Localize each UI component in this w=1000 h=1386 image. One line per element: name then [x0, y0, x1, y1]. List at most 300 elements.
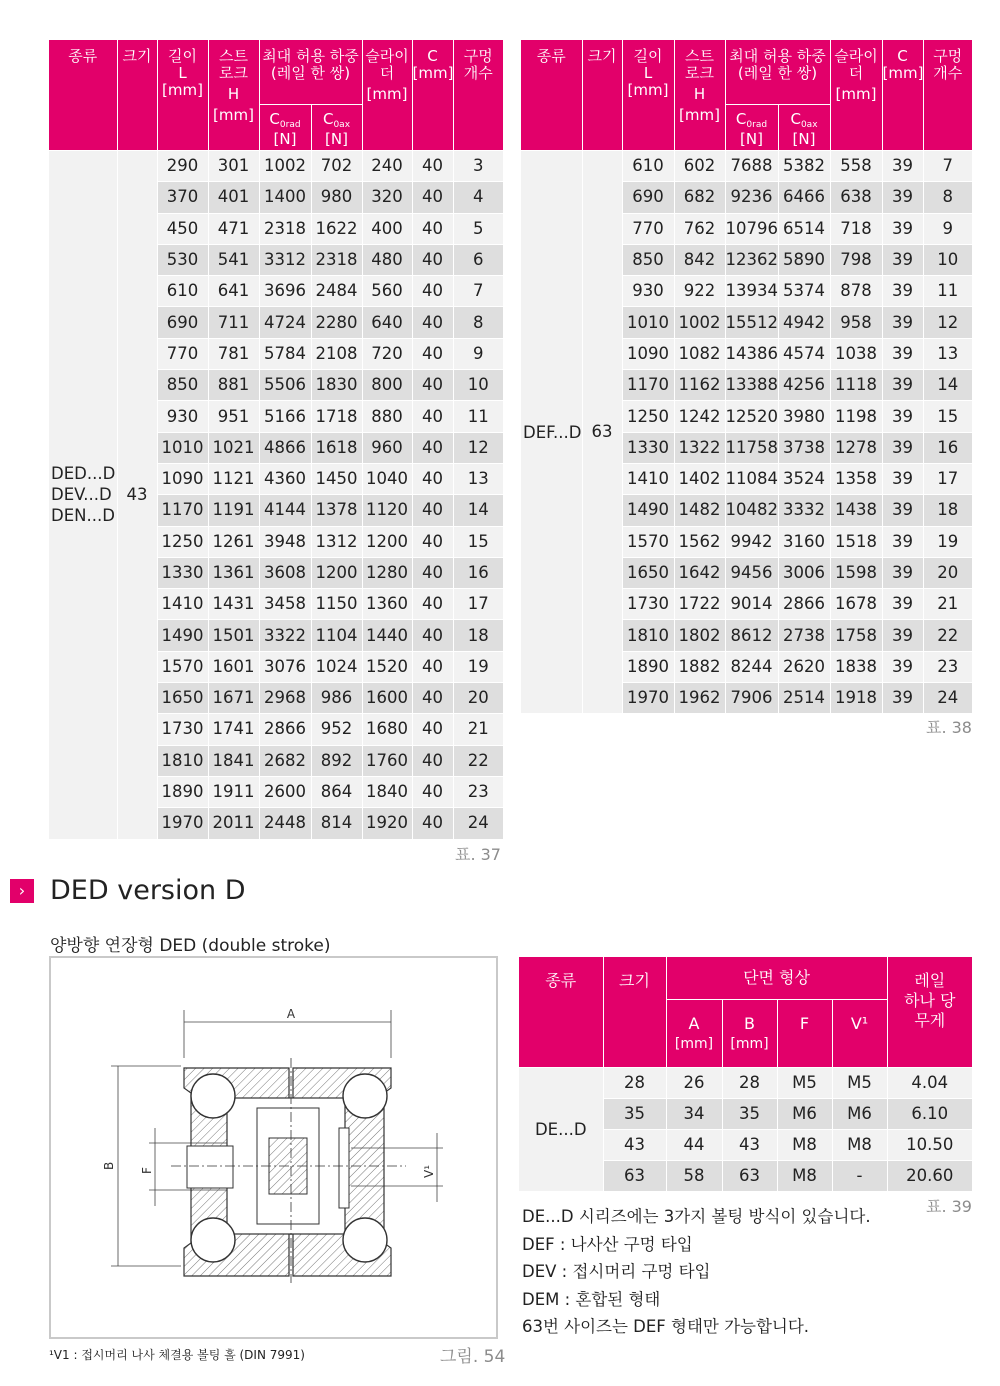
table-cell: 40	[412, 557, 453, 588]
note-line: DEM : 혼합된 형태	[522, 1289, 661, 1309]
note-line: DE...D 시리즈에는 3가지 볼팅 방식이 있습니다.	[522, 1207, 871, 1226]
table-cell: 5374	[778, 276, 830, 307]
table-cell: 40	[412, 745, 453, 776]
header-c: C [mm]	[882, 40, 923, 151]
cross-section-figure	[49, 956, 498, 1339]
table-cell: 2514	[778, 683, 830, 714]
table-cell: 1482	[674, 495, 725, 526]
table-cell: 40	[412, 401, 453, 432]
size-cell: 43	[117, 151, 157, 840]
table-cell: 11	[453, 401, 503, 432]
size-cell: 63	[582, 151, 622, 714]
table-cell: 1730	[622, 589, 674, 620]
table-cell: 39	[882, 651, 923, 682]
table-cell: 2682	[259, 745, 311, 776]
table-cell: 1741	[208, 714, 259, 745]
table-cell: 1330	[622, 432, 674, 463]
table-cell: 5382	[778, 151, 830, 182]
header-length: 길이 L [mm]	[157, 40, 208, 151]
table-cell: 23	[923, 651, 972, 682]
table-cell: 10	[923, 244, 972, 275]
figure-footnote: ¹V1 : 접시머리 나사 체결용 볼팅 홀 (DIN 7991)	[49, 1348, 305, 1362]
table-cell: 39	[882, 589, 923, 620]
table-cell: 11758	[725, 432, 778, 463]
table-cell: 1598	[830, 557, 882, 588]
table-cell: 40	[412, 776, 453, 807]
table-cell: 40	[412, 589, 453, 620]
table-cell: 40	[412, 244, 453, 275]
table-cell: 3948	[259, 526, 311, 557]
table-cell: 1830	[311, 370, 362, 401]
table-cell: 800	[362, 370, 412, 401]
table-cell: 4866	[259, 432, 311, 463]
table-cell: 40	[412, 182, 453, 213]
table-cell: 1250	[157, 526, 208, 557]
table-cell: 14	[453, 495, 503, 526]
table-cell: 40	[412, 683, 453, 714]
table-38-caption: 표. 38	[926, 718, 972, 737]
table-cell: 558	[830, 151, 882, 182]
table-cell: M8	[777, 1129, 832, 1160]
table-cell: 12	[923, 307, 972, 338]
table-cell: 5	[453, 213, 503, 244]
table-cell: 5890	[778, 244, 830, 275]
table-37-caption: 표. 37	[455, 845, 501, 864]
table-cell: 1278	[830, 432, 882, 463]
table-cell: 39	[882, 370, 923, 401]
table-cell: 1650	[622, 557, 674, 588]
table-cell: 2108	[311, 338, 362, 369]
table-cell: 762	[674, 213, 725, 244]
table-cell: 14386	[725, 338, 778, 369]
table-cell: 5166	[259, 401, 311, 432]
table-cell: 1970	[622, 683, 674, 714]
table-cell: 1890	[622, 651, 674, 682]
dim-label-a: A	[286, 1007, 296, 1021]
table-cell: 39	[882, 244, 923, 275]
table-cell: 1024	[311, 651, 362, 682]
table-cell: 1911	[208, 776, 259, 807]
table-cell: 1038	[830, 338, 882, 369]
table-cell: 1200	[311, 557, 362, 588]
table-cell: 320	[362, 182, 412, 213]
table-cell: 10	[453, 370, 503, 401]
table-cell: 39	[882, 151, 923, 182]
table-cell: 1250	[622, 401, 674, 432]
table-cell: 1440	[362, 620, 412, 651]
table-cell: 40	[412, 276, 453, 307]
table-cell: 400	[362, 213, 412, 244]
table-cell: 610	[157, 276, 208, 307]
table-cell: 21	[453, 714, 503, 745]
table-cell: 39	[882, 463, 923, 494]
table-cell: 602	[674, 151, 725, 182]
table-cell: 9236	[725, 182, 778, 213]
table-cell: 15512	[725, 307, 778, 338]
table-cell: 28	[603, 1067, 666, 1098]
table-cell: 1162	[674, 370, 725, 401]
table-cell: 3458	[259, 589, 311, 620]
table-row	[519, 1067, 972, 1098]
table-cell: 1490	[157, 620, 208, 651]
table-cell: 39	[882, 526, 923, 557]
table-cell: 1170	[622, 370, 674, 401]
header-f: F	[777, 999, 832, 1067]
table-cell: 18	[923, 495, 972, 526]
table-cell: -	[832, 1160, 887, 1191]
table-cell: 1438	[830, 495, 882, 526]
table-cell: 3312	[259, 244, 311, 275]
table-cell: 40	[412, 808, 453, 839]
table-cell: 2866	[778, 589, 830, 620]
table-cell: 3608	[259, 557, 311, 588]
table-cell: 1261	[208, 526, 259, 557]
table-cell: 39	[882, 620, 923, 651]
table-cell: 9942	[725, 526, 778, 557]
table-cell: M8	[832, 1129, 887, 1160]
table-cell: 40	[412, 526, 453, 557]
table-cell: 15	[453, 526, 503, 557]
table-cell: 1838	[830, 651, 882, 682]
header-length: 길이 L [mm]	[622, 40, 674, 151]
table-cell: 6.10	[887, 1098, 972, 1129]
table-cell: 10.50	[887, 1129, 972, 1160]
table-cell: 40	[412, 370, 453, 401]
table-cell: 24	[923, 683, 972, 714]
table-cell: 2318	[259, 213, 311, 244]
table-cell: 3160	[778, 526, 830, 557]
table-cell: 4942	[778, 307, 830, 338]
table-cell: 850	[622, 244, 674, 275]
header-c0rad: $C_{0rad}$ [N]	[725, 105, 778, 151]
note-line: DEV : 접시머리 구멍 타입	[522, 1262, 711, 1281]
table-cell: 1970	[157, 808, 208, 839]
table-cell: 881	[208, 370, 259, 401]
table-cell: 530	[157, 244, 208, 275]
table-cell: 58	[666, 1160, 722, 1191]
table-cell: 6514	[778, 213, 830, 244]
header-b: B [mm]	[722, 999, 777, 1067]
header-max-load: 최대 허용 하중 (레일 한 쌍)	[259, 40, 362, 105]
header-c0rad: $C_{0rad}$ [N]	[259, 105, 311, 151]
table-cell: 1841	[208, 745, 259, 776]
table-cell: 960	[362, 432, 412, 463]
table-cell: 958	[830, 307, 882, 338]
table-cell: 641	[208, 276, 259, 307]
table-cell: 480	[362, 244, 412, 275]
table-cell: 4360	[259, 463, 311, 494]
table-37	[49, 40, 503, 840]
table-cell: 1104	[311, 620, 362, 651]
table-cell: 1010	[157, 432, 208, 463]
table-cell: 4256	[778, 370, 830, 401]
table-cell: 9456	[725, 557, 778, 588]
table-cell: 1150	[311, 589, 362, 620]
table-cell: 1671	[208, 683, 259, 714]
table-cell: 1090	[157, 463, 208, 494]
table-cell: 1280	[362, 557, 412, 588]
table-cell: 39	[882, 213, 923, 244]
table-cell: M8	[777, 1160, 832, 1191]
table-cell: 842	[674, 244, 725, 275]
table-cell: 39	[882, 338, 923, 369]
table-cell: 2620	[778, 651, 830, 682]
table-cell: 3006	[778, 557, 830, 588]
table-cell: 2280	[311, 307, 362, 338]
table-cell: 1118	[830, 370, 882, 401]
rail-cross-section-drawing	[51, 958, 496, 1337]
table-cell: 718	[830, 213, 882, 244]
table-cell: 20.60	[887, 1160, 972, 1191]
section-arrow-icon: ›	[10, 879, 34, 903]
table-cell: 1890	[157, 776, 208, 807]
table-cell: 7906	[725, 683, 778, 714]
note-line: 63번 사이즈는 DEF 형태만 가능합니다.	[522, 1317, 810, 1336]
header-type: 종류	[521, 40, 582, 151]
table-cell: 1040	[362, 463, 412, 494]
table-39-caption: 표. 39	[926, 1197, 972, 1216]
header-type: 종류	[49, 40, 117, 151]
table-cell: 40	[412, 463, 453, 494]
table-cell: 1680	[362, 714, 412, 745]
table-cell: 6466	[778, 182, 830, 213]
table-cell: 14	[923, 370, 972, 401]
type-cell: DEF...D	[521, 151, 582, 714]
table-cell: 1840	[362, 776, 412, 807]
header-weight: 레일 하나 당 무게	[887, 957, 972, 1067]
table-cell: 7	[923, 151, 972, 182]
header-a: A [mm]	[666, 999, 722, 1067]
table-cell: 39	[882, 683, 923, 714]
table-cell: 1191	[208, 495, 259, 526]
table-cell: 13388	[725, 370, 778, 401]
table-cell: 17	[923, 463, 972, 494]
table-cell: 63	[603, 1160, 666, 1191]
table-cell: 3	[453, 151, 503, 182]
table-cell: 3524	[778, 463, 830, 494]
table-cell: 2484	[311, 276, 362, 307]
figure-subheading: 양방향 연장형 DED (double stroke)	[50, 936, 331, 956]
table-cell: 39	[882, 432, 923, 463]
table-cell: 682	[674, 182, 725, 213]
table-cell: 1360	[362, 589, 412, 620]
table-cell: 610	[622, 151, 674, 182]
table-cell: 1650	[157, 683, 208, 714]
table-cell: 1400	[259, 182, 311, 213]
table-cell: 980	[311, 182, 362, 213]
table-cell: 892	[311, 745, 362, 776]
table-cell: 21	[923, 589, 972, 620]
header-c0ax: $C_{0ax}$ [N]	[311, 105, 362, 151]
table-cell: 39	[882, 276, 923, 307]
table-cell: 4.04	[887, 1067, 972, 1098]
header-holes: 구멍 개수	[923, 40, 972, 151]
table-cell: 13	[923, 338, 972, 369]
table-cell: 1601	[208, 651, 259, 682]
table-cell: 1718	[311, 401, 362, 432]
table-cell: 880	[362, 401, 412, 432]
header-holes: 구멍 개수	[453, 40, 503, 151]
table-cell: M6	[777, 1098, 832, 1129]
header-slider: 슬라이 더 [mm]	[830, 40, 882, 151]
table-cell: 1002	[674, 307, 725, 338]
table-cell: 1090	[622, 338, 674, 369]
type-cell: DE...D	[519, 1067, 603, 1191]
table-cell: 39	[882, 557, 923, 588]
header-size: 크기	[582, 40, 622, 151]
table-cell: M6	[832, 1098, 887, 1129]
table-cell: 301	[208, 151, 259, 182]
table-cell: 11084	[725, 463, 778, 494]
table-cell: 1570	[622, 526, 674, 557]
table-cell: 22	[453, 745, 503, 776]
table-39	[519, 957, 972, 1192]
table-cell: 1810	[157, 745, 208, 776]
table-cell: 40	[412, 213, 453, 244]
note-line: DEF : 나사산 구멍 타입	[522, 1234, 693, 1254]
table-cell: 4144	[259, 495, 311, 526]
table-cell: 40	[412, 307, 453, 338]
table-cell: 6	[453, 244, 503, 275]
table-cell: 10482	[725, 495, 778, 526]
table-cell: 640	[362, 307, 412, 338]
table-cell: 1322	[674, 432, 725, 463]
table-cell: 11	[923, 276, 972, 307]
table-cell: 40	[412, 432, 453, 463]
table-cell: 1918	[830, 683, 882, 714]
table-cell: 850	[157, 370, 208, 401]
header-cross-section: 단면 형상	[666, 957, 887, 999]
table-cell: 1490	[622, 495, 674, 526]
table-cell: 1378	[311, 495, 362, 526]
table-cell: 12362	[725, 244, 778, 275]
table-cell: 34	[666, 1098, 722, 1129]
table-cell: 3738	[778, 432, 830, 463]
table-cell: 4724	[259, 307, 311, 338]
table-cell: 781	[208, 338, 259, 369]
table-cell: 560	[362, 276, 412, 307]
table-cell: 3696	[259, 276, 311, 307]
table-cell: 1200	[362, 526, 412, 557]
table-cell: 12520	[725, 401, 778, 432]
table-cell: 951	[208, 401, 259, 432]
table-cell: 690	[157, 307, 208, 338]
table-cell: 1410	[157, 589, 208, 620]
table-cell: 878	[830, 276, 882, 307]
table-cell: 450	[157, 213, 208, 244]
table-cell: 7	[453, 276, 503, 307]
table-cell: 1312	[311, 526, 362, 557]
table-cell: 35	[722, 1098, 777, 1129]
table-cell: 7688	[725, 151, 778, 182]
table-cell: 930	[622, 276, 674, 307]
table-cell: 4	[453, 182, 503, 213]
header-size: 크기	[603, 957, 666, 1067]
header-max-load: 최대 허용 하중 (레일 한 쌍)	[725, 40, 830, 105]
section-title: DED version D	[50, 875, 246, 906]
table-cell: 1962	[674, 683, 725, 714]
table-cell: 3322	[259, 620, 311, 651]
header-slider: 슬라이 더 [mm]	[362, 40, 412, 151]
table-cell: 1920	[362, 808, 412, 839]
table-cell: 26	[666, 1067, 722, 1098]
table-cell: 20	[453, 683, 503, 714]
table-cell: 28	[722, 1067, 777, 1098]
table-cell: 9	[923, 213, 972, 244]
table-cell: 930	[157, 401, 208, 432]
table-cell: 1642	[674, 557, 725, 588]
table-cell: 1758	[830, 620, 882, 651]
table-cell: 35	[603, 1098, 666, 1129]
table-cell: 401	[208, 182, 259, 213]
table-cell: 40	[412, 620, 453, 651]
table-cell: 770	[157, 338, 208, 369]
table-cell: 15	[923, 401, 972, 432]
table-cell: 5506	[259, 370, 311, 401]
table-cell: 1120	[362, 495, 412, 526]
table-cell: 39	[882, 307, 923, 338]
table-cell: 8244	[725, 651, 778, 682]
table-cell: 798	[830, 244, 882, 275]
table-cell: 1170	[157, 495, 208, 526]
table-cell: 290	[157, 151, 208, 182]
dim-label-b: B	[102, 1161, 116, 1170]
table-cell: 1021	[208, 432, 259, 463]
table-cell: 9	[453, 338, 503, 369]
table-cell: 1562	[674, 526, 725, 557]
table-cell: 40	[412, 495, 453, 526]
table-cell: 1330	[157, 557, 208, 588]
table-cell: 240	[362, 151, 412, 182]
table-cell: 8612	[725, 620, 778, 651]
table-cell: 1002	[259, 151, 311, 182]
table-38	[521, 40, 972, 714]
table-cell: 44	[666, 1129, 722, 1160]
table-cell: 952	[311, 714, 362, 745]
table-cell: 541	[208, 244, 259, 275]
table-cell: 702	[311, 151, 362, 182]
table-cell: 1082	[674, 338, 725, 369]
table-cell: 1802	[674, 620, 725, 651]
table-cell: 1600	[362, 683, 412, 714]
table-cell: 1431	[208, 589, 259, 620]
table-cell: 1402	[674, 463, 725, 494]
table-cell: 1722	[674, 589, 725, 620]
table-cell: 1618	[311, 432, 362, 463]
section-header	[10, 875, 246, 906]
table-row	[521, 151, 972, 182]
table-cell: 3076	[259, 651, 311, 682]
table-cell: 1410	[622, 463, 674, 494]
table-cell: 1198	[830, 401, 882, 432]
table-cell: 18	[453, 620, 503, 651]
table-cell: 17	[453, 589, 503, 620]
table-cell: 2600	[259, 776, 311, 807]
header-c: C [mm]	[412, 40, 453, 151]
table-cell: 2738	[778, 620, 830, 651]
table-cell: 2866	[259, 714, 311, 745]
table-cell: 39	[882, 182, 923, 213]
table-cell: 10796	[725, 213, 778, 244]
dim-label-v1: V¹	[422, 1164, 436, 1178]
table-cell: 3980	[778, 401, 830, 432]
table-cell: 39	[882, 401, 923, 432]
table-cell: 638	[830, 182, 882, 213]
table-cell: 43	[722, 1129, 777, 1160]
table-cell: 19	[453, 651, 503, 682]
table-cell: 12	[453, 432, 503, 463]
table-cell: 13	[453, 463, 503, 494]
